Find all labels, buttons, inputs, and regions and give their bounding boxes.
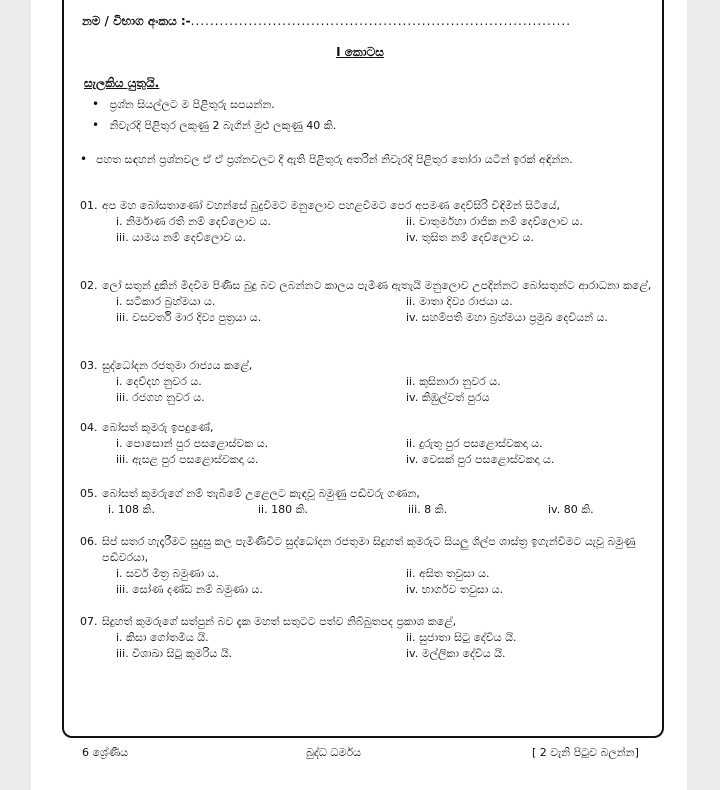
option-i: i. සටිකාර බ්‍රහ්මයා ය. xyxy=(116,295,216,308)
question-number: 06. xyxy=(80,535,98,548)
name-index-label: නම / විභාග අංකය :- xyxy=(82,14,191,28)
question-number: 07. xyxy=(80,615,98,628)
option-iii: iii. 8 කි. xyxy=(408,503,448,516)
option-ii: ii. දුරුතු පුර පසළොස්වකදා ය. xyxy=(406,437,543,450)
name-index-dots: ............................................................................... xyxy=(190,14,572,28)
footer-next-page: [ 2 වැනි පිටුව බලන්න] xyxy=(532,746,639,759)
question-1 xyxy=(80,198,660,246)
option-ii: ii. 180 කි. xyxy=(258,503,309,516)
question-text: අප මහ බෝසතාණෝ වහන්සේ බුදුවීමට මනුලොව පහළවීමට පෙර අපමණ දෙව්සිරි විඳිමින් සිටියේ, xyxy=(102,199,560,212)
option-ii: ii. මාතා දිව්‍ය රාජයා ය. xyxy=(406,295,513,308)
option-iii: iii. යාමය නම් දෙව්ලොව ය. xyxy=(116,231,246,244)
option-i: i. දෙව්දහ නුවර ය. xyxy=(116,375,202,388)
option-iv: iv. මල්ලිකා දේවිය යි. xyxy=(406,647,506,660)
question-text: ලෝ සතුන් දුකින් මිදවීම පිණිස බුදු බව ලබන්නට කාලය පැමිණ ඇතැයි මනුලොව උපදින්නට බෝසතුන්ට ආරාධනා කළේ, xyxy=(102,279,652,292)
instructions-list xyxy=(92,94,336,136)
option-i: i. පොසොන් පුර පසළොස්වක ය. xyxy=(116,437,269,450)
question-text: බෝසත් කුමරුගේ නම් තැබීමේ උළෙලට කැඳවූ බමුණු පඬිවරු ගණන, xyxy=(102,487,420,500)
option-i: i. 108 කි. xyxy=(108,503,155,516)
question-2 xyxy=(80,278,660,326)
question-3 xyxy=(80,358,660,406)
option-iv: iv. කිඹුල්වත් පුරය xyxy=(406,391,490,404)
footer-subject: බුද්ධ ධර්මය xyxy=(306,746,362,759)
question-text: බෝසත් කුමරු ඉපදුණේ, xyxy=(102,421,214,434)
bullet-icon: • xyxy=(80,152,88,166)
question-text: සිප් සතර හැදෑරීමට සුදුසු කල පැමිණිවිට සුද්ධෝදන රජතුමා සිදුහත් කුමරුට සියලු ශිල්ප ශාස්ත්‍ර ඉගැන්වීමට යැවූ බමුණු පඬිවරයා, xyxy=(102,535,636,564)
option-iii: iii. රජගහ නුවර ය. xyxy=(116,391,205,404)
question-number: 01. xyxy=(80,199,98,212)
question-4 xyxy=(80,420,660,468)
option-i: i. නිර්මාණ රති නම් දෙව්ලොව ය. xyxy=(116,215,272,228)
instruction-item: • නිවැරදි පිළිතුර ලකුණු 2 බැගින් මුළු ලකුණු 40 කි. xyxy=(92,115,336,136)
option-ii: ii. චාතුර්මහා රාජික නම් දෙව්ලොව ය. xyxy=(406,215,583,228)
instructions-title: සැලකිය යුතුයි. xyxy=(84,76,160,90)
option-ii: ii. සුජාතා සිටු දේවිය යි. xyxy=(406,631,517,644)
question-text: සිදුහත් කුමරුගේ සත්පුන් බව දැක මහත් සතුටට පත්ව නිබ්බුතපද ප්‍රකාශ කළේ, xyxy=(102,615,457,628)
option-iii: iii. විශාඛා සිටු කුමරිය යි. xyxy=(116,647,233,660)
question-6 xyxy=(80,534,660,598)
question-number: 03. xyxy=(80,359,98,372)
option-iv: iv. සහම්පති මහා බ්‍රහ්මයා ප්‍රමුඛ දෙවියන් ය. xyxy=(406,311,608,324)
question-number: 05. xyxy=(80,487,98,500)
option-iii: iii. ඇසළ පුර පසළොස්වකදා ය. xyxy=(116,453,259,466)
footer-grade: 6 ශ්‍රේණිය xyxy=(82,746,129,759)
name-index-line xyxy=(82,14,571,29)
option-iv: iv. 80 කි. xyxy=(548,503,594,516)
question-5 xyxy=(80,486,660,518)
question-number: 04. xyxy=(80,421,98,434)
option-i: i. කිසා ගෝතමිය යි. xyxy=(116,631,209,644)
question-number: 02. xyxy=(80,279,98,292)
question-7 xyxy=(80,614,660,662)
bullet-icon: • xyxy=(92,118,100,132)
instructions-note: • පහත සඳහන් ප්‍රශ්නවල ඒ ඒ ප්‍රශ්නවලට දී ඇති පිළිතුරු අතරින් නිවැරදි පිළිතුර තෝරා යටින් ඉරක් අඳින්න. xyxy=(80,150,650,169)
bullet-icon: • xyxy=(92,97,100,111)
option-iii: iii. සෝණ දණ්ඩ නම් බමුණා ය. xyxy=(116,583,263,596)
instruction-item: • ප්‍රශ්න සියල්ලට ම පිළිතුරු සපයන්න. xyxy=(92,94,336,115)
option-ii: ii. අසිත තවුසා ය. xyxy=(406,567,490,580)
option-iv: iv. භාර්ගව තවුසා ය. xyxy=(406,583,504,596)
question-text: සුද්ධෝදන රජතුමා රාජ්‍යය කළේ, xyxy=(102,359,253,372)
option-iv: iv. වෙසක් පුර පසළොස්වකදා ය. xyxy=(406,453,555,466)
option-iv: iv. තුසිත නම් දෙව්ලොව ය. xyxy=(406,231,534,244)
option-iii: iii. වසවර්ති මාර දිව්‍ය පුත්‍රයා ය. xyxy=(116,311,262,324)
option-ii: ii. කුසිනාරා නුවර ය. xyxy=(406,375,501,388)
option-i: i. සර්ව මිත්‍ර බමුණා ය. xyxy=(116,567,219,580)
section-title: I කොටස xyxy=(336,45,384,59)
